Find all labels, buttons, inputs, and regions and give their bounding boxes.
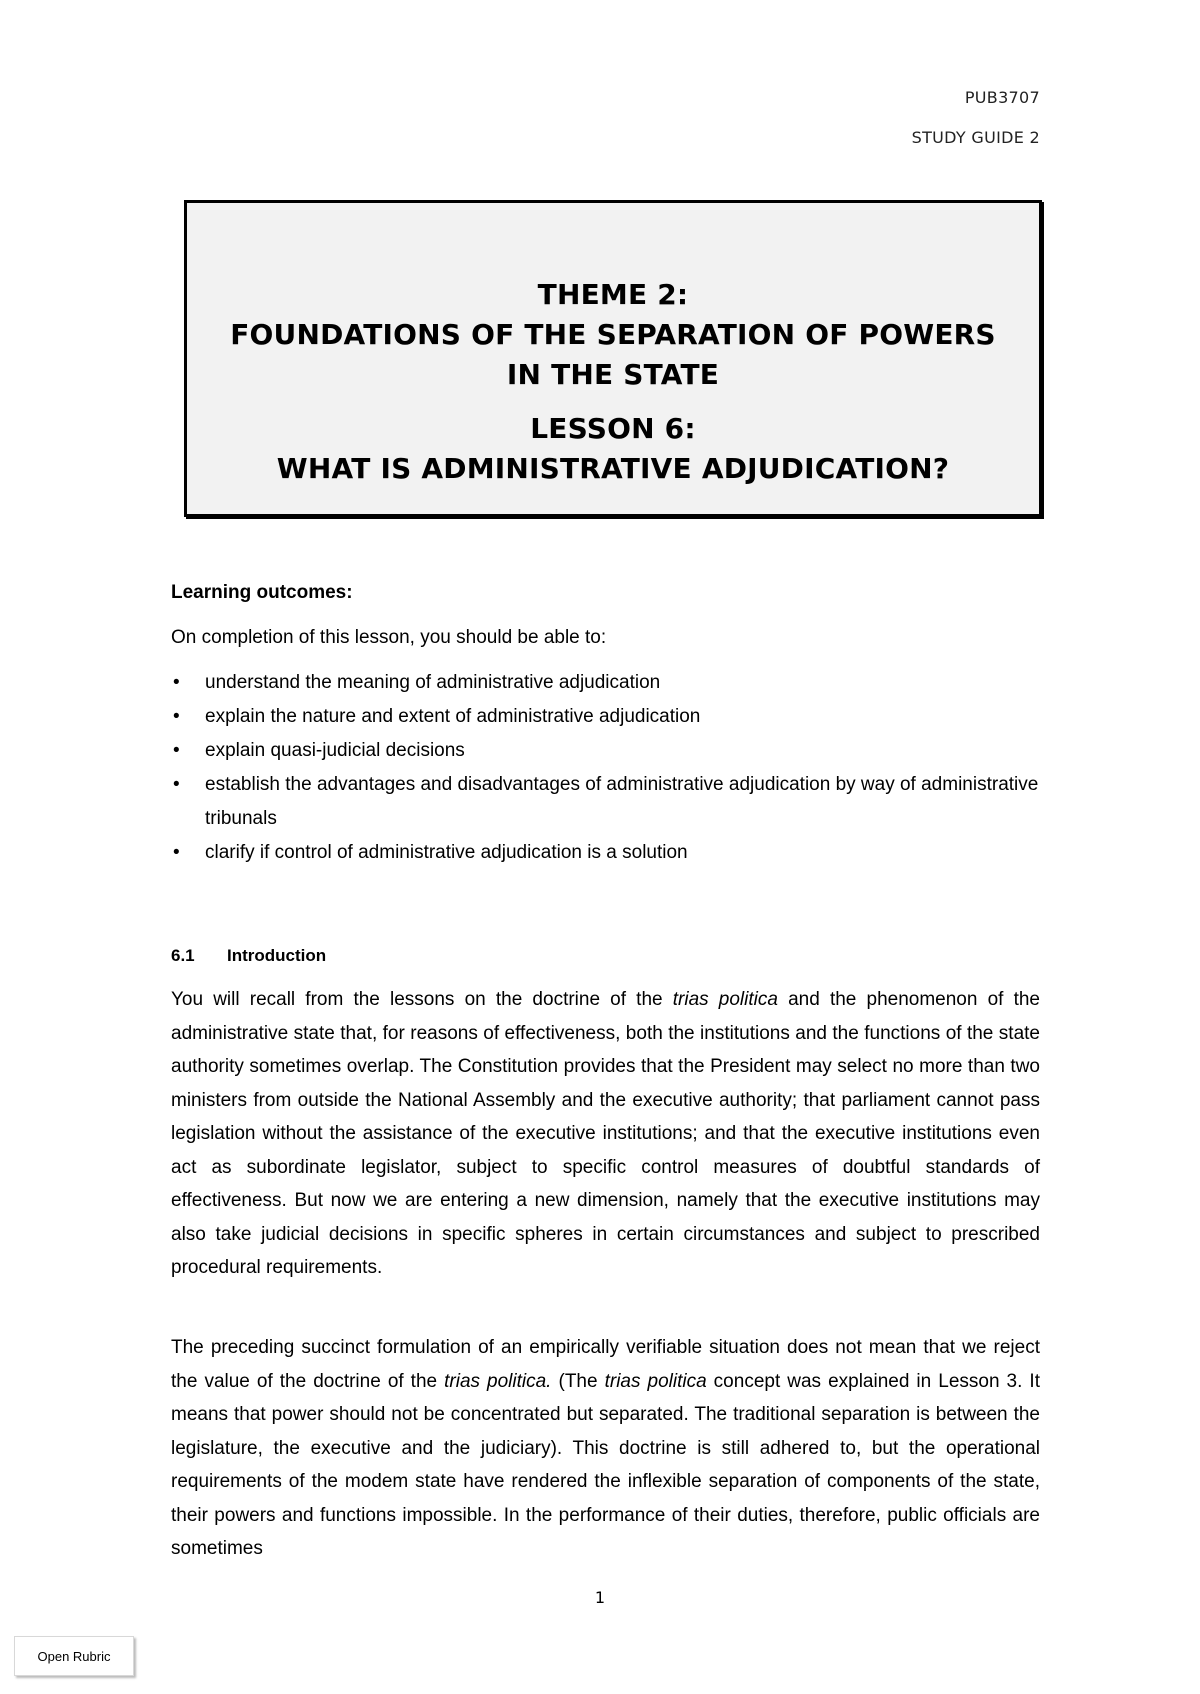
open-rubric-button[interactable]: Open Rubric (14, 1636, 134, 1676)
section-title: Introduction (227, 946, 327, 965)
text-run: You will recall from the lessons on the doctrine of the (171, 989, 673, 1010)
learning-outcomes-list (171, 666, 1041, 870)
bullet-icon: • (173, 740, 180, 761)
list-item (171, 836, 1041, 870)
section-number: 6.1 (171, 946, 195, 965)
paragraph-1 (171, 983, 1040, 1285)
outcome-text: explain the nature and extent of administrative adjudication (205, 706, 701, 727)
section-heading (171, 946, 326, 966)
page-number: 1 (594, 1588, 606, 1607)
bullet-icon: • (173, 774, 180, 795)
italic-term: trias politica (672, 989, 778, 1010)
outcome-text: explain quasi-judicial decisions (205, 740, 465, 761)
study-guide-label: STUDY GUIDE 2 (911, 128, 1040, 147)
list-item (171, 768, 1041, 836)
outcome-text: clarify if control of administrative adjudication is a solution (205, 842, 688, 863)
theme-title-line-1: FOUNDATIONS OF THE SEPARATION OF POWERS (230, 318, 996, 351)
text-run: (The (551, 1370, 605, 1392)
theme-title-line-2: IN THE STATE (506, 358, 720, 391)
outcome-text: understand the meaning of administrative adjudication (205, 672, 661, 693)
theme-heading (187, 275, 1039, 395)
learning-outcomes-intro: On completion of this lesson, you should be able to: (171, 627, 607, 648)
list-item (171, 700, 1041, 734)
text-run: concept was explained in Lesson 3. It means that power should not be concentrated but separated. The traditional separation is between the legislature, the executive and the judiciary). This doctrine is still adhered to, but the operational requirements of the modem state have rendered the inflexible separation of components of the state, their powers and functions impossible. In the performance of their duties, therefore, public officials are sometimes (171, 1370, 1040, 1559)
outcome-text: establish the advantages and disadvantages of administrative adjudication by way of administrative tribunals (205, 774, 1039, 829)
italic-term: trias politica (604, 1370, 707, 1392)
lesson-number: LESSON 6: (530, 412, 696, 445)
lesson-heading (187, 409, 1039, 489)
theme-number: THEME 2: (537, 278, 689, 311)
bullet-icon: • (173, 672, 180, 693)
text-run: The preceding succinct formulation of an empirically verifiable situation does not mean that we reject the value of the doctrine of the (171, 1337, 1040, 1392)
list-item (171, 666, 1041, 700)
learning-outcomes-heading: Learning outcomes: (171, 582, 353, 603)
course-code: PUB3707 (964, 88, 1040, 107)
list-item (171, 734, 1041, 768)
italic-term: trias politica. (444, 1370, 552, 1392)
theme-title-box (184, 200, 1042, 517)
text-run: and the phenomenon of the administrative state that, for reasons of effectiveness, both the institutions and the functions of the state authority sometimes overlap. The Constitution provides that the President may select no more than two ministers from outside the National Assembly and the executive authority; that parliament cannot pass legislation without the assistance of the executive institutions; and that the executive institutions even act as subordinate legislator, subject to specific control measures of doubtful standards of effectiveness. But now we are entering a new dimension, namely that the executive institutions may also take judicial decisions in specific spheres in certain circumstances and subject to prescribed procedural requirements. (171, 989, 1040, 1278)
lesson-title: WHAT IS ADMINISTRATIVE ADJUDICATION? (276, 452, 950, 485)
bullet-icon: • (173, 706, 180, 727)
bullet-icon: • (173, 842, 180, 863)
paragraph-2 (171, 1331, 1040, 1566)
